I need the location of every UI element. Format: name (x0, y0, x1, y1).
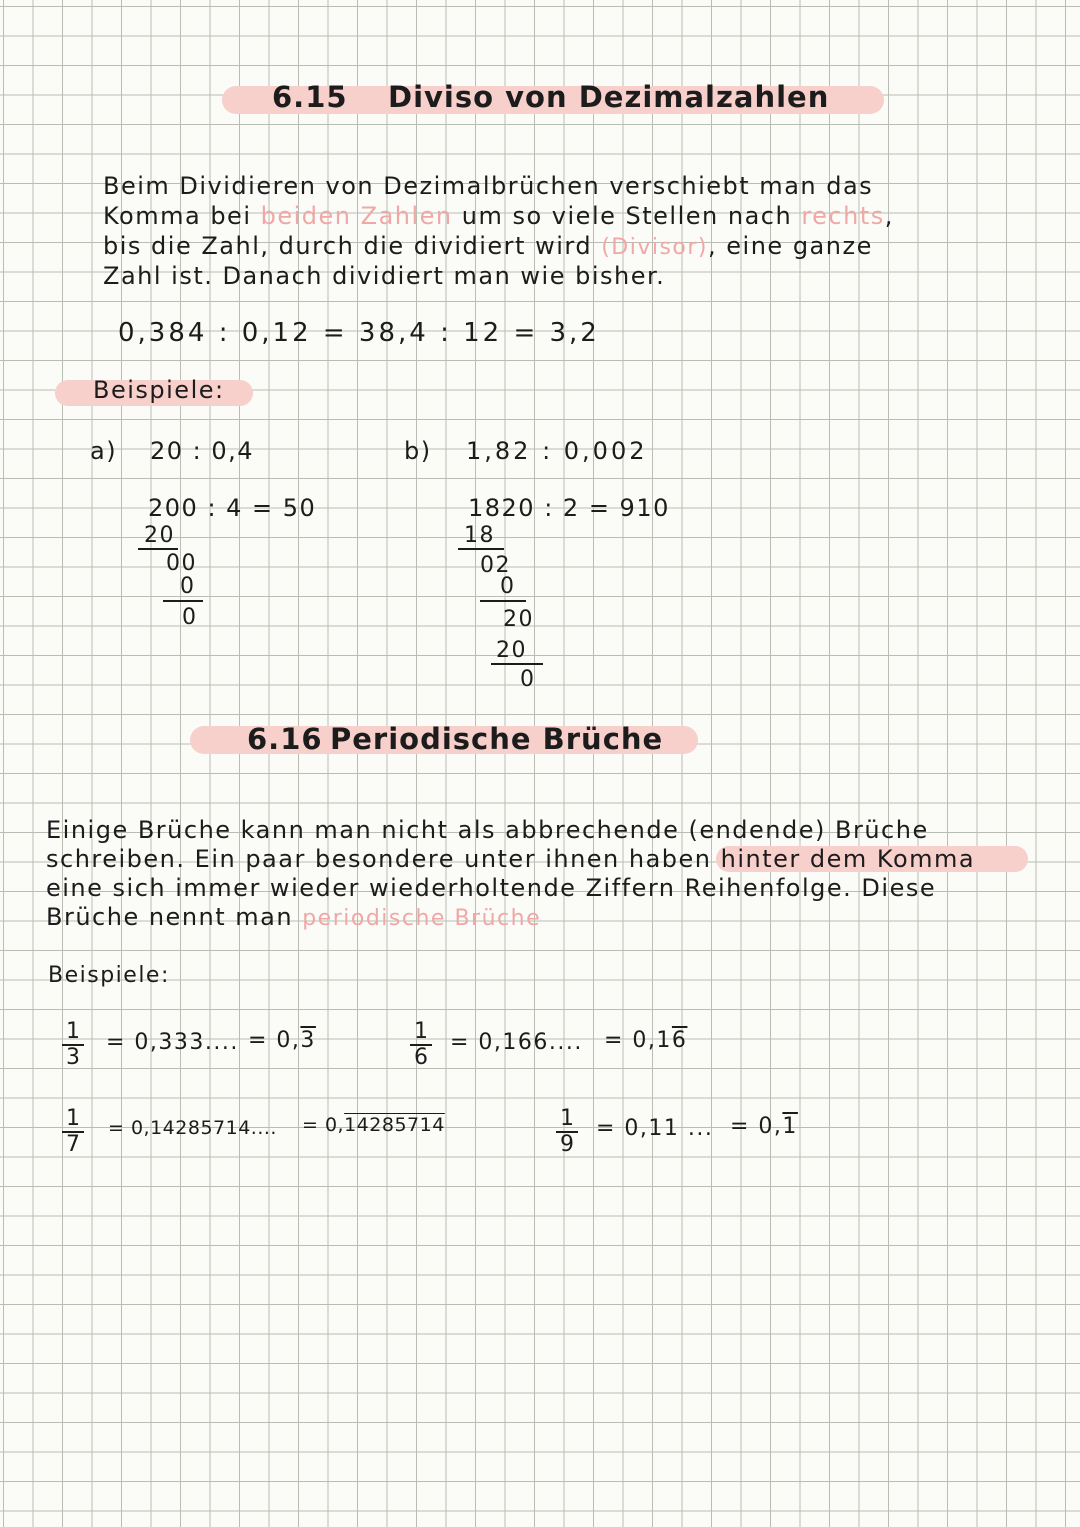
text-segment: schreiben. Ein paar besondere unter ihnen haben (46, 845, 721, 873)
fraction-numerator: 1 (556, 1107, 578, 1133)
example-b-step: 18 (464, 523, 495, 548)
text-segment: eine sich immer wieder wiederholtende Ziffern Reihenfolge. Diese (46, 874, 937, 902)
example-a-step: 0 (180, 574, 196, 599)
example-a-rule (138, 548, 178, 550)
fraction-periodic-notation (730, 1114, 798, 1139)
section-1-line-2 (103, 202, 894, 230)
fraction-expanded: = 0,11 ... (596, 1116, 714, 1141)
rule-equation: 0,384 : 0,12 = 38,4 : 12 = 3,2 (118, 318, 600, 348)
example-a-step: 00 (166, 551, 197, 576)
fraction-numerator: 1 (62, 1107, 84, 1133)
examples-label-1: Beispiele: (93, 376, 225, 404)
text-segment: Komma bei (103, 202, 261, 230)
example-a-task: 20 : 0,4 (150, 437, 255, 465)
periodic-digits: 6 (671, 1028, 688, 1053)
section-1-line-1 (103, 172, 873, 200)
periodic-prefix: = 0, (730, 1114, 783, 1139)
fraction-periodic-notation (302, 1114, 445, 1136)
text-segment: um so viele Stellen nach (452, 202, 802, 230)
text-segment: Einige Brüche kann man nicht als abbrechende (endende) Brüche (46, 816, 929, 844)
periodic-digits: 1 (782, 1114, 798, 1139)
text-segment: , eine ganze (708, 232, 873, 260)
example-b-step: 02 (480, 553, 511, 578)
section-2-line-1 (46, 816, 929, 844)
periodic-digits: 3 (300, 1028, 316, 1053)
example-b-task: 1,82 : 0,002 (466, 437, 648, 465)
example-b-rule (491, 663, 543, 665)
example-b-rule (458, 548, 504, 550)
section-1-line-4 (103, 262, 665, 290)
fraction-expanded: = 0,333.... (106, 1030, 239, 1055)
example-a-rule (163, 600, 203, 602)
example-b-step: 20 (496, 638, 527, 663)
section-2-line-2 (46, 845, 975, 873)
text-segment: bis die Zahl, durch die dividiert wird (103, 232, 602, 260)
fraction-denominator: 9 (560, 1132, 574, 1157)
section-2-number: 6.16 (247, 722, 323, 756)
fraction-denominator: 6 (414, 1045, 428, 1070)
text-segment: Beim Dividieren von Dezimalbrüchen verschiebt man das (103, 172, 874, 200)
periodic-prefix: = 0, (248, 1028, 301, 1053)
periodic-prefix: = 0, (302, 1114, 345, 1136)
section-1-title: Diviso von Dezimalzahlen (388, 80, 830, 114)
fraction-one-sixth (410, 1020, 432, 1070)
periodic-digits: 14285714 (344, 1114, 445, 1136)
example-a-division: 200 : 4 = 50 (148, 494, 317, 522)
fraction-numerator: 1 (62, 1020, 84, 1046)
highlight-text-rechts: rechts (801, 202, 885, 230)
section-1-line-3 (103, 232, 873, 260)
section-2-line-4 (46, 903, 541, 931)
highlight-text-beide-zahlen: beiden Zahlen (260, 202, 453, 230)
fraction-expanded: = 0,14285714.... (108, 1117, 277, 1139)
fraction-one-seventh (62, 1107, 84, 1157)
highlight-text-periodische-brueche: periodische Brüche (302, 906, 542, 931)
text-segment: , (884, 202, 894, 230)
example-b-label: b) (404, 437, 432, 465)
example-a-step: 20 (144, 523, 175, 548)
example-a-step: 0 (182, 605, 198, 630)
highlight-text-hinter-dem-komma: hinter dem Komma (720, 845, 976, 873)
fraction-one-third (62, 1020, 84, 1070)
section-2-line-3 (46, 874, 936, 902)
highlight-text-divisor: (Divisor) (601, 235, 709, 260)
section-2-title: Periodische Brüche (330, 722, 664, 756)
periodic-prefix: = 0,1 (604, 1028, 672, 1053)
fraction-periodic-notation (248, 1028, 316, 1053)
example-b-step: 20 (503, 607, 534, 632)
example-b-rule (480, 600, 526, 602)
fraction-expanded: = 0,166.... (450, 1030, 583, 1055)
fraction-periodic-notation (604, 1028, 687, 1053)
fraction-numerator: 1 (410, 1020, 432, 1046)
fraction-one-ninth (556, 1107, 578, 1157)
fraction-denominator: 3 (66, 1045, 80, 1070)
section-1-number: 6.15 (272, 80, 348, 114)
fraction-denominator: 7 (66, 1132, 80, 1157)
example-b-division: 1820 : 2 = 910 (468, 494, 670, 522)
examples-label-2: Beispiele: (48, 963, 170, 988)
text-segment: Zahl ist. Danach dividiert man wie bisher. (103, 262, 666, 290)
example-a-label: a) (90, 437, 118, 465)
example-b-step: 0 (500, 574, 516, 599)
example-b-step: 0 (520, 667, 536, 692)
text-segment: Brüche nennt man (46, 903, 303, 931)
